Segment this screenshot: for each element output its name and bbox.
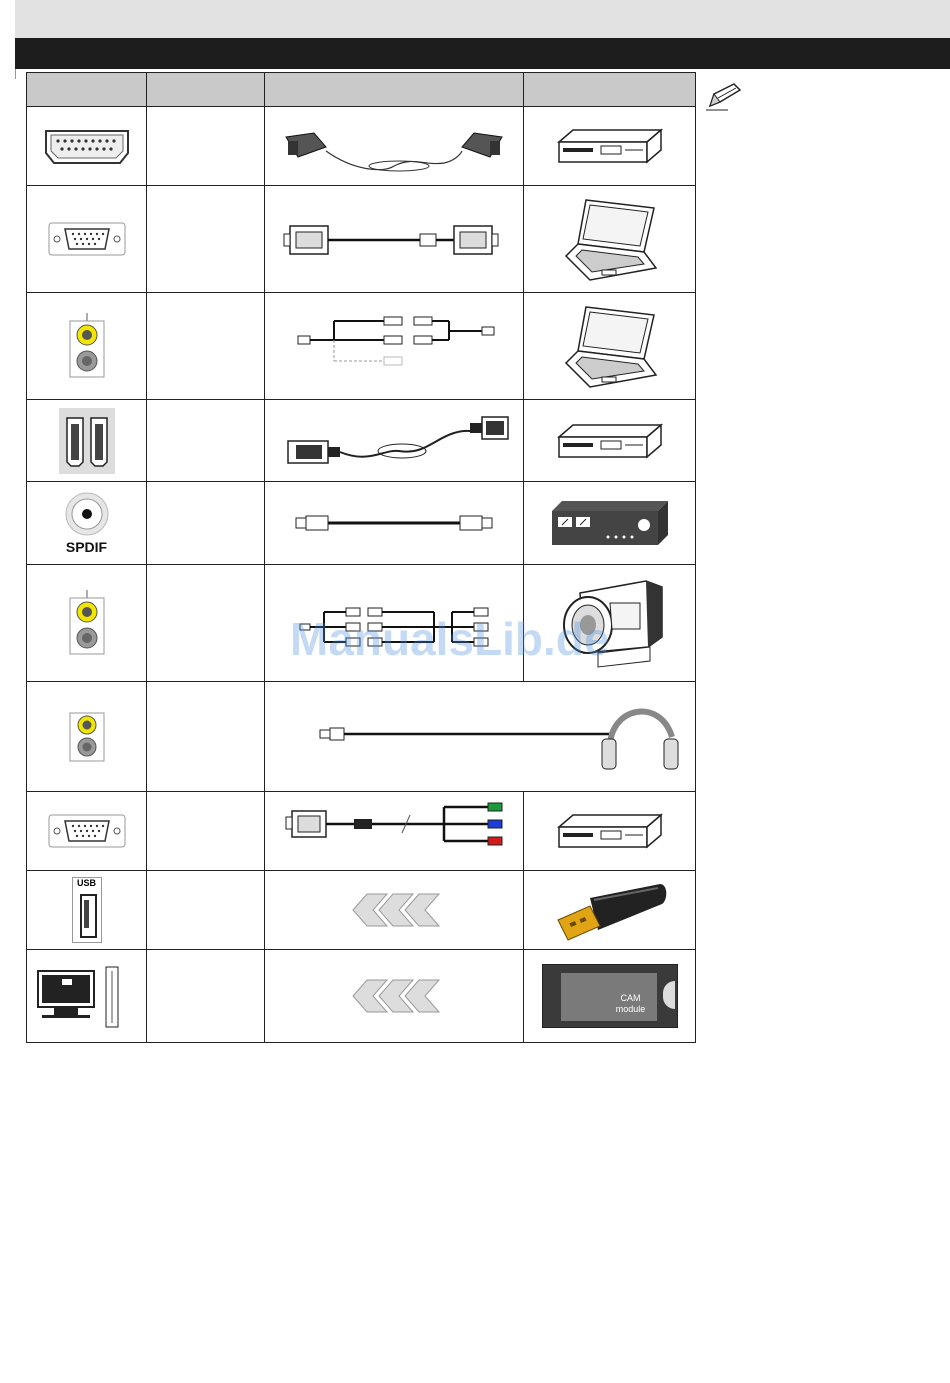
dvd-recorder-icon (555, 124, 665, 168)
ci-device-cell (524, 950, 696, 1043)
vga-port-icon (47, 219, 127, 259)
cam-label: CAM (620, 993, 641, 1003)
connection-table (26, 72, 696, 1043)
ypbpr-cable-icon (274, 799, 514, 863)
hdmi-cable-cell (265, 400, 524, 482)
scart-port-cell (27, 107, 147, 186)
usb-label: USB (76, 878, 96, 888)
hdmi-cable-icon (274, 409, 514, 473)
table-row (27, 482, 696, 565)
hdmi-port-icon (57, 406, 117, 476)
insert-arrows-icon (339, 976, 449, 1016)
laptop-icon (560, 301, 660, 391)
spdif-cable-cell (265, 482, 524, 565)
headphone-jack-icon (62, 709, 112, 765)
hdmi-device-cell (524, 400, 696, 482)
pc-audio-type-cell (147, 293, 265, 400)
spdif-label: SPDIF (65, 539, 108, 555)
insert-arrows-icon (339, 890, 449, 930)
coaxial-cable-icon (274, 508, 514, 538)
ci-port-cell (27, 950, 147, 1043)
usb-port-icon (72, 877, 102, 943)
av-device-cell (524, 565, 696, 682)
dvd-recorder-icon (555, 419, 665, 463)
scart-type-cell (147, 107, 265, 186)
table-row (27, 565, 696, 682)
usb-port-cell (27, 871, 147, 950)
header-cell-device (524, 73, 696, 107)
headphone-cable-icon (280, 697, 680, 777)
scart-cable-cell (265, 107, 524, 186)
vga-cable-cell (265, 186, 524, 293)
scart-cable-icon (274, 111, 514, 181)
ypbpr-cable-cell (265, 792, 524, 871)
av-cable-icon (274, 588, 514, 658)
table-row (27, 682, 696, 792)
table-row (27, 792, 696, 871)
av-jack-icon (62, 313, 112, 379)
av-type-cell (147, 565, 265, 682)
headphone-cable-cell (265, 682, 696, 792)
ypbpr-type-cell (147, 792, 265, 871)
headphone-type-cell (147, 682, 265, 792)
scart-device-cell (524, 107, 696, 186)
ypbpr-port-cell (27, 792, 147, 871)
camcorder-icon (550, 573, 670, 673)
table-row (27, 950, 696, 1043)
ypbpr-device-cell (524, 792, 696, 871)
table-row (27, 293, 696, 400)
av-jack-icon (62, 590, 112, 656)
scart-port-icon (42, 125, 132, 167)
margin-line (15, 69, 16, 79)
vga-port-icon (47, 811, 127, 851)
note-pencil-icon (704, 80, 744, 112)
spdif-device-cell (524, 482, 696, 565)
table-row (27, 107, 696, 186)
spdif-jack-icon (62, 491, 112, 537)
dvd-recorder-icon (555, 809, 665, 853)
usb-type-cell (147, 871, 265, 950)
pc-audio-cable-cell (265, 293, 524, 400)
amplifier-icon (548, 497, 672, 549)
vga-device-cell (524, 186, 696, 293)
header-cell-type (147, 73, 265, 107)
pc-audio-device-cell (524, 293, 696, 400)
laptop-icon (560, 194, 660, 284)
section-title-bar (15, 38, 950, 69)
ci-cable-cell (265, 950, 524, 1043)
headphone-port-cell (27, 682, 147, 792)
av-cable-cell (265, 565, 524, 682)
header-cell-cable (265, 73, 524, 107)
top-bar (15, 0, 950, 38)
pc-audio-port-cell (27, 293, 147, 400)
module-label: module (615, 1004, 646, 1014)
table-row (27, 186, 696, 293)
table-row (27, 871, 696, 950)
ci-slot-icon (32, 961, 142, 1031)
hdmi-type-cell (147, 400, 265, 482)
vga-port-cell (27, 186, 147, 293)
spdif-type-cell (147, 482, 265, 565)
ci-type-cell (147, 950, 265, 1043)
vga-cable-icon (274, 214, 514, 264)
vga-type-cell (147, 186, 265, 293)
av-port-cell (27, 565, 147, 682)
audio-splitter-cable-icon (274, 311, 514, 381)
usb-device-cell (524, 871, 696, 950)
table-row (27, 400, 696, 482)
hdmi-port-cell (27, 400, 147, 482)
usb-cable-cell (265, 871, 524, 950)
header-cell-connector (27, 73, 147, 107)
spdif-port-cell (27, 482, 147, 565)
table-header-row (27, 73, 696, 107)
usb-stick-icon (550, 878, 670, 942)
cam-module-icon (542, 964, 678, 1028)
watermark: ManualsLib.de (290, 613, 610, 665)
